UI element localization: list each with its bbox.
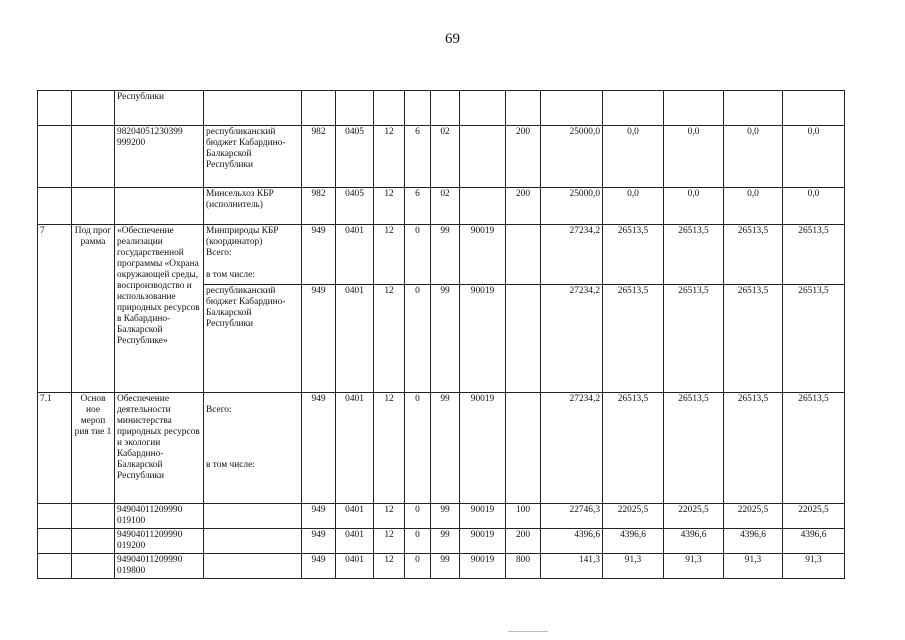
cell-num: 7.1 bbox=[38, 393, 72, 504]
cell-year-3: 22025,5 bbox=[664, 504, 724, 529]
cell-pp: 6 bbox=[405, 188, 431, 225]
cell-year-5: 0,0 bbox=[783, 188, 845, 225]
cell-year-2: 91,3 bbox=[603, 554, 664, 579]
cell-pp: 0 bbox=[405, 529, 431, 554]
table-row bbox=[38, 554, 845, 579]
cell-vr bbox=[506, 91, 541, 126]
cell-name: 94904011209990 019200 bbox=[115, 529, 204, 554]
cell-year-4: 4396,6 bbox=[724, 529, 783, 554]
cell-name bbox=[115, 188, 204, 225]
next-page-edge bbox=[508, 631, 548, 634]
cell-vr bbox=[506, 285, 541, 393]
total-label: Всего: bbox=[206, 248, 232, 258]
table-row bbox=[38, 126, 845, 188]
cell-vr: 200 bbox=[506, 126, 541, 188]
cell-year-1: 4396,6 bbox=[541, 529, 603, 554]
cell-year-2: 4396,6 bbox=[603, 529, 664, 554]
cell-year-4: 22025,5 bbox=[724, 504, 783, 529]
cell-num bbox=[38, 554, 72, 579]
cell-type bbox=[72, 529, 115, 554]
cell-name: 94904011209990 019100 bbox=[115, 504, 204, 529]
cell-year-4: 26513,5 bbox=[724, 225, 783, 285]
cell-year-3: 4396,6 bbox=[664, 529, 724, 554]
cell-type bbox=[72, 91, 115, 126]
cell-executor bbox=[204, 91, 302, 126]
cell-om: 02 bbox=[431, 126, 460, 188]
cell-year-4 bbox=[724, 91, 783, 126]
cell-year-3: 26513,5 bbox=[664, 285, 724, 393]
cell-executor bbox=[204, 393, 302, 504]
cell-vr: 800 bbox=[506, 554, 541, 579]
cell-rzpr: 0401 bbox=[336, 393, 374, 504]
cell-type bbox=[72, 126, 115, 188]
cell-vr: 100 bbox=[506, 504, 541, 529]
executor-label: Минприроды КБР (координатор) bbox=[206, 226, 279, 247]
cell-rzpr: 0401 bbox=[336, 554, 374, 579]
cell-year-5: 91,3 bbox=[783, 554, 845, 579]
table-row bbox=[38, 188, 845, 225]
cell-executor bbox=[204, 504, 302, 529]
cell-code: 90019 bbox=[460, 285, 506, 393]
cell-rzpr bbox=[336, 91, 374, 126]
total-label: Всего: bbox=[206, 405, 232, 415]
cell-rzpr: 0401 bbox=[336, 285, 374, 393]
cell-year-5: 4396,6 bbox=[783, 529, 845, 554]
cell-code: 90019 bbox=[460, 529, 506, 554]
cell-grbs: 949 bbox=[302, 285, 336, 393]
cell-gp: 12 bbox=[374, 393, 405, 504]
cell-gp bbox=[374, 91, 405, 126]
cell-vr: 200 bbox=[506, 529, 541, 554]
cell-gp: 12 bbox=[374, 188, 405, 225]
cell-rzpr: 0401 bbox=[336, 529, 374, 554]
cell-year-5: 26513,5 bbox=[783, 225, 845, 285]
cell-num bbox=[38, 504, 72, 529]
cell-executor: Минсельхоз КБР (исполнитель) bbox=[204, 188, 302, 225]
cell-year-1: 25000,0 bbox=[541, 126, 603, 188]
cell-code: 90019 bbox=[460, 504, 506, 529]
cell-year-4: 26513,5 bbox=[724, 285, 783, 393]
cell-pp: 0 bbox=[405, 504, 431, 529]
cell-year-4: 26513,5 bbox=[724, 393, 783, 504]
cell-pp bbox=[405, 91, 431, 126]
cell-rzpr: 0401 bbox=[336, 504, 374, 529]
cell-num bbox=[38, 91, 72, 126]
cell-name: «Обеспечение реализации государственной программы «Охрана окружающей среды, воспроизводство и использование природных ресурсов в Кабардино-Балкарской Республике» bbox=[115, 225, 204, 393]
cell-name: 94904011209990 019800 bbox=[115, 554, 204, 579]
cell-year-2: 22025,5 bbox=[603, 504, 664, 529]
cell-grbs: 949 bbox=[302, 554, 336, 579]
cell-year-3: 26513,5 bbox=[664, 225, 724, 285]
cell-name: Республики bbox=[115, 91, 204, 126]
cell-gp: 12 bbox=[374, 529, 405, 554]
budget-table bbox=[37, 90, 845, 579]
cell-type bbox=[72, 554, 115, 579]
cell-pp: 0 bbox=[405, 554, 431, 579]
cell-pp: 6 bbox=[405, 126, 431, 188]
cell-om: 99 bbox=[431, 285, 460, 393]
cell-year-2: 0,0 bbox=[603, 188, 664, 225]
cell-grbs: 982 bbox=[302, 188, 336, 225]
cell-year-4: 0,0 bbox=[724, 126, 783, 188]
cell-grbs bbox=[302, 91, 336, 126]
cell-num bbox=[38, 126, 72, 188]
cell-om: 99 bbox=[431, 225, 460, 285]
cell-code bbox=[460, 188, 506, 225]
table-row bbox=[38, 91, 845, 126]
cell-om bbox=[431, 91, 460, 126]
cell-vr: 200 bbox=[506, 188, 541, 225]
cell-num bbox=[38, 529, 72, 554]
cell-year-5 bbox=[783, 91, 845, 126]
cell-rzpr: 0405 bbox=[336, 188, 374, 225]
cell-vr bbox=[506, 225, 541, 285]
cell-year-5: 26513,5 bbox=[783, 393, 845, 504]
cell-gp: 12 bbox=[374, 504, 405, 529]
including-label: в том числе: bbox=[206, 270, 255, 280]
cell-code bbox=[460, 126, 506, 188]
cell-year-5: 0,0 bbox=[783, 126, 845, 188]
cell-code: 90019 bbox=[460, 554, 506, 579]
cell-year-2 bbox=[603, 91, 664, 126]
cell-num: 7 bbox=[38, 225, 72, 393]
including-label: в том числе: bbox=[206, 460, 255, 470]
cell-grbs: 982 bbox=[302, 126, 336, 188]
cell-grbs: 949 bbox=[302, 504, 336, 529]
cell-code: 90019 bbox=[460, 393, 506, 504]
cell-om: 99 bbox=[431, 393, 460, 504]
cell-year-1: 27234,2 bbox=[541, 393, 603, 504]
cell-om: 99 bbox=[431, 554, 460, 579]
cell-executor: республиканский бюджет Кабардино-Балкарской Республики bbox=[204, 126, 302, 188]
cell-year-2: 26513,5 bbox=[603, 225, 664, 285]
cell-type: Основ ное мероп рия тие 1 bbox=[72, 393, 115, 504]
cell-executor bbox=[204, 554, 302, 579]
cell-grbs: 949 bbox=[302, 529, 336, 554]
cell-executor: республиканский бюджет Кабардино-Балкарской Республики bbox=[204, 285, 302, 393]
cell-year-3 bbox=[664, 91, 724, 126]
cell-year-5: 26513,5 bbox=[783, 285, 845, 393]
cell-rzpr: 0405 bbox=[336, 126, 374, 188]
cell-executor bbox=[204, 529, 302, 554]
cell-year-1: 27234,2 bbox=[541, 225, 603, 285]
cell-code: 90019 bbox=[460, 225, 506, 285]
table-row bbox=[38, 529, 845, 554]
cell-code bbox=[460, 91, 506, 126]
cell-om: 02 bbox=[431, 188, 460, 225]
cell-executor bbox=[204, 225, 302, 285]
cell-year-1: 25000,0 bbox=[541, 188, 603, 225]
cell-year-3: 91,3 bbox=[664, 554, 724, 579]
cell-om: 99 bbox=[431, 529, 460, 554]
cell-grbs: 949 bbox=[302, 225, 336, 285]
cell-gp: 12 bbox=[374, 126, 405, 188]
cell-year-1: 22746,3 bbox=[541, 504, 603, 529]
table-row bbox=[38, 393, 845, 504]
cell-year-2: 26513,5 bbox=[603, 285, 664, 393]
cell-num bbox=[38, 188, 72, 225]
cell-year-1 bbox=[541, 91, 603, 126]
cell-year-4: 91,3 bbox=[724, 554, 783, 579]
cell-pp: 0 bbox=[405, 285, 431, 393]
table-row bbox=[38, 504, 845, 529]
cell-gp: 12 bbox=[374, 285, 405, 393]
cell-name: Обеспечение деятельности министерства природных ресурсов и экологии Кабардино-Балкарской Республики bbox=[115, 393, 204, 504]
cell-rzpr: 0401 bbox=[336, 225, 374, 285]
cell-vr bbox=[506, 393, 541, 504]
page-number: 69 bbox=[445, 31, 460, 47]
cell-year-2: 0,0 bbox=[603, 126, 664, 188]
cell-pp: 0 bbox=[405, 393, 431, 504]
cell-year-1: 141,3 bbox=[541, 554, 603, 579]
cell-type bbox=[72, 504, 115, 529]
cell-type: Под прог рамма bbox=[72, 225, 115, 393]
cell-gp: 12 bbox=[374, 225, 405, 285]
cell-year-5: 22025,5 bbox=[783, 504, 845, 529]
cell-year-2: 26513,5 bbox=[603, 393, 664, 504]
cell-year-3: 0,0 bbox=[664, 126, 724, 188]
cell-om: 99 bbox=[431, 504, 460, 529]
cell-year-3: 0,0 bbox=[664, 188, 724, 225]
cell-name: 98204051230399 999200 bbox=[115, 126, 204, 188]
cell-year-3: 26513,5 bbox=[664, 393, 724, 504]
cell-grbs: 949 bbox=[302, 393, 336, 504]
cell-type bbox=[72, 188, 115, 225]
table-row bbox=[38, 225, 845, 285]
cell-pp: 0 bbox=[405, 225, 431, 285]
cell-gp: 12 bbox=[374, 554, 405, 579]
cell-year-4: 0,0 bbox=[724, 188, 783, 225]
cell-year-1: 27234,2 bbox=[541, 285, 603, 393]
